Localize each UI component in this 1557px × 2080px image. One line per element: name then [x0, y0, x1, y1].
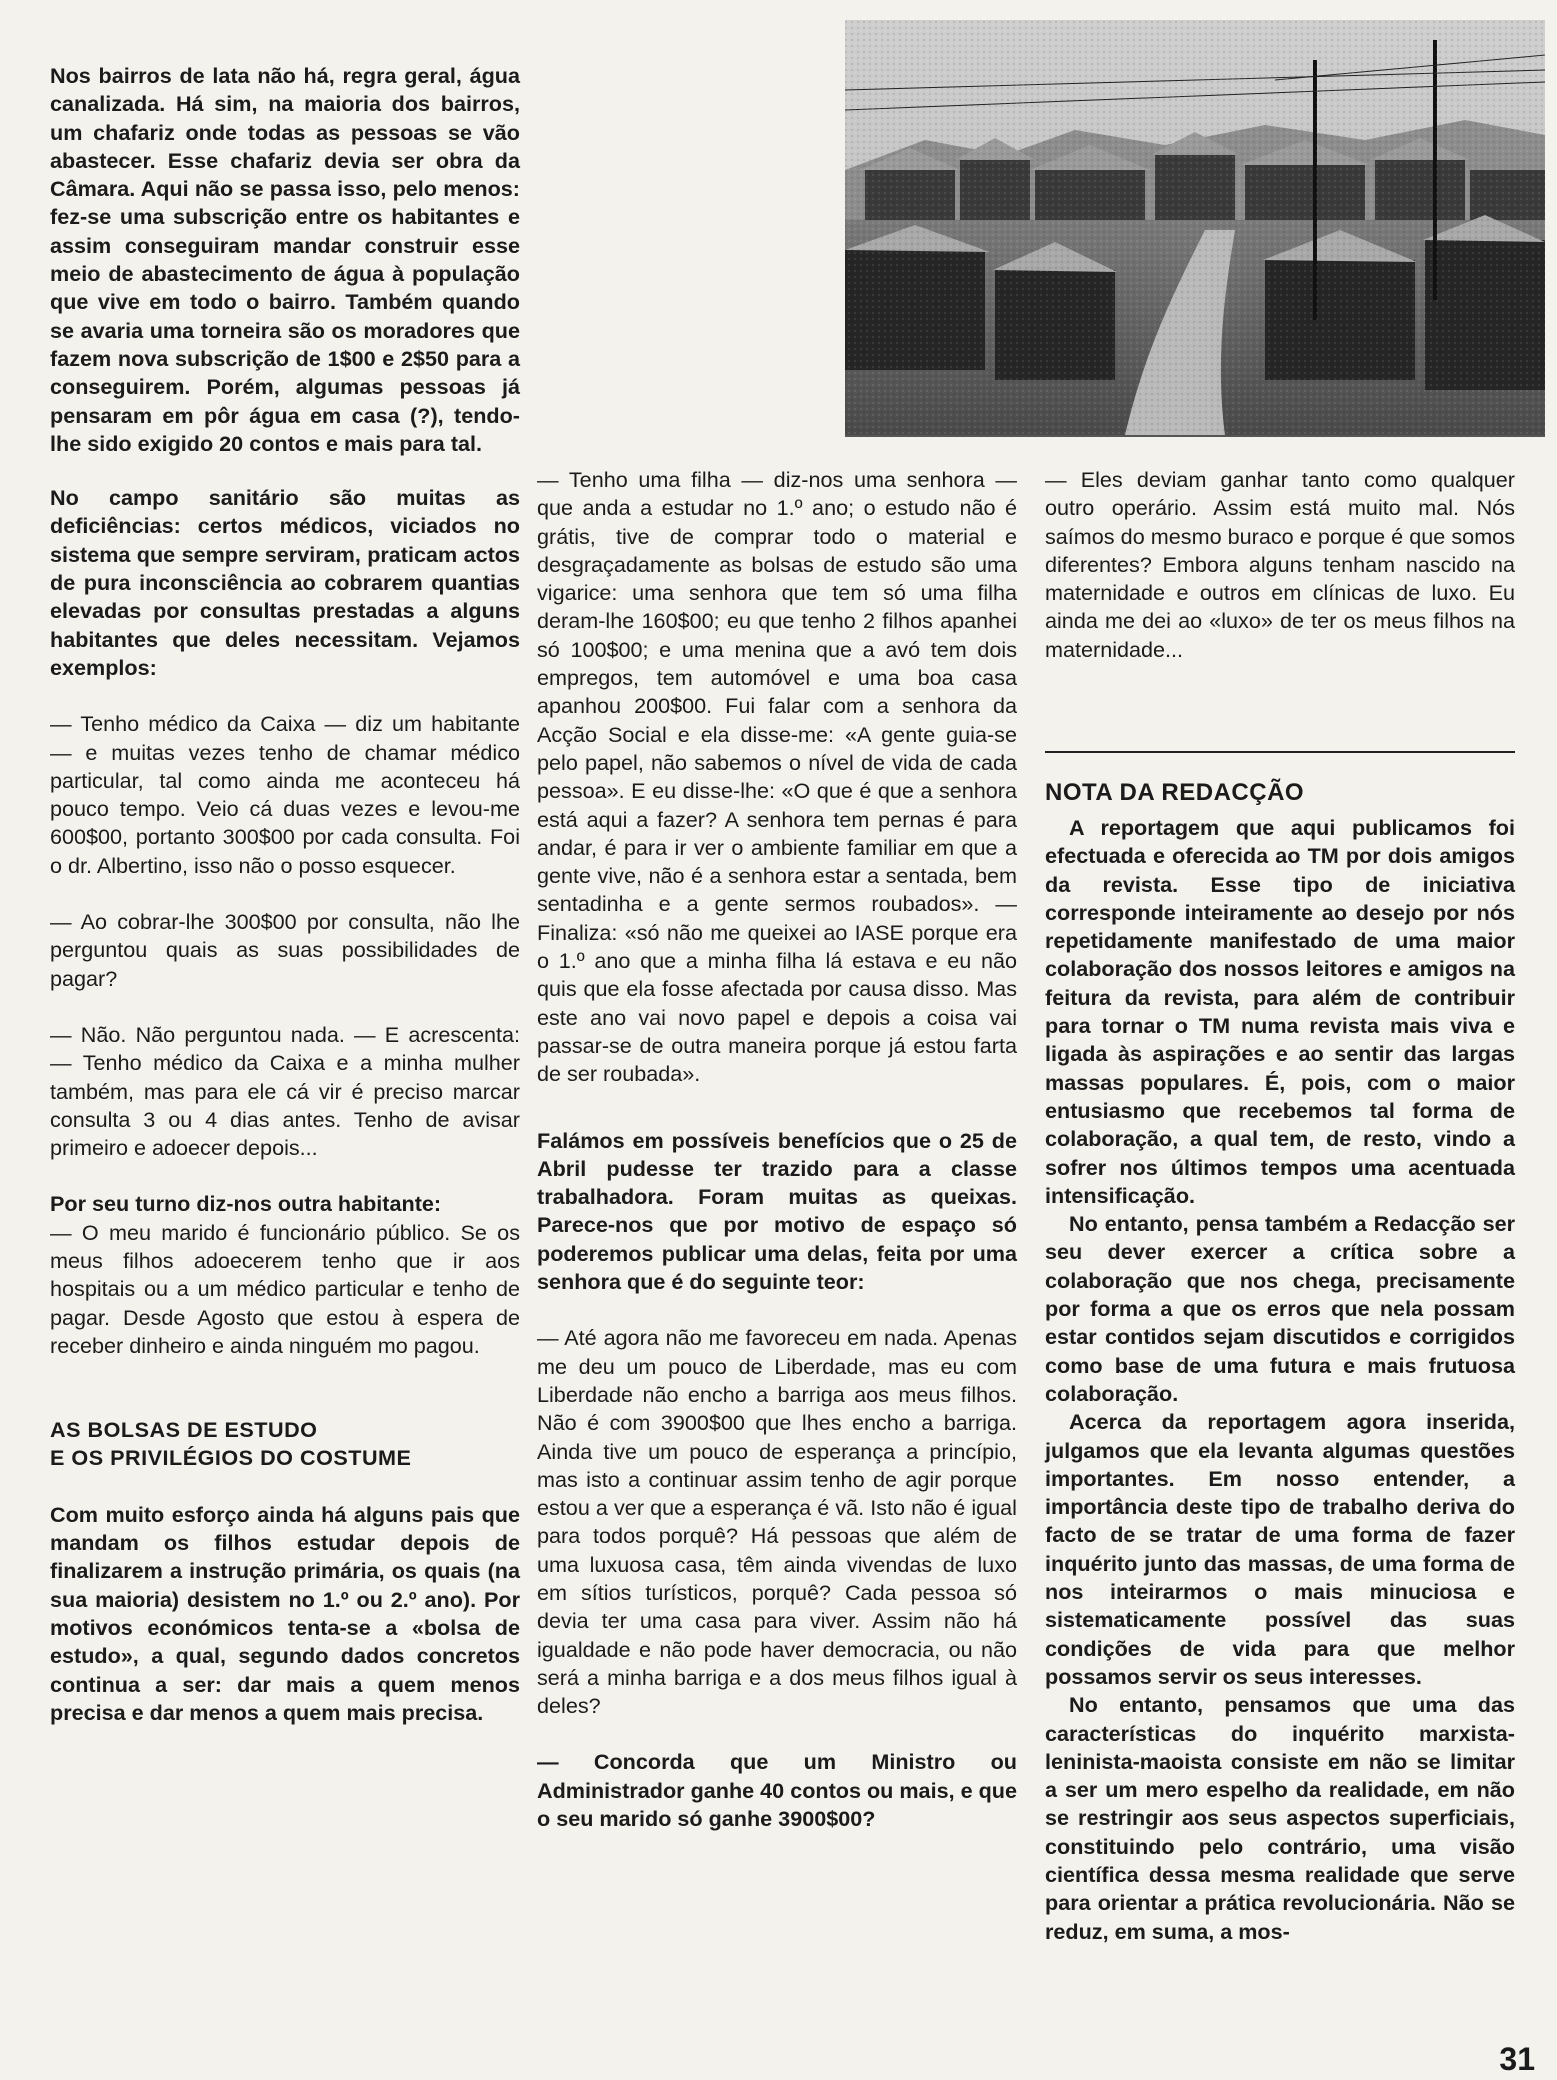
- article-column-2: [537, 466, 1017, 1833]
- paragraph: — O meu marido é funcionário público. Se os meus filhos adoecerem tenho que ir aos hospitais ou a um médico particular e tenho de pagar. Desde Agosto que estou à espera de receber dinheiro e ainda ninguém mo pagou.: [50, 1219, 520, 1358]
- paragraph: No entanto, pensa também a Redacção ser seu dever exercer a crítica sobre a colaboração que nos chega, precisamente por forma a que os erros que nela possam estar contidos sejam discutidos e corrigidos como base de uma futura e mais frutuosa colaboração.: [1045, 1211, 1515, 1406]
- divider: [1045, 751, 1515, 753]
- editorial-note: [1045, 778, 1515, 1946]
- section-heading: [50, 1416, 520, 1473]
- paragraph: Por seu turno diz-nos outra habitante:: [50, 1191, 442, 1217]
- paragraph: No campo sanitário são muitas as deficiências: certos médicos, viciados no sistema que sempre serviram, praticam actos de pura inconsciência ao cobrarem quantias elevadas por consultas prestadas a alguns habitantes que deles necessitam. Vejamos exemplos:: [50, 485, 520, 680]
- paragraph: No entanto, pensamos que uma das características do inquérito marxista-leninista-maoista consiste em não se limitar a ser um mero espelho da realidade, em não se restringir aos seus aspectos superficiais, constituindo pelo contrário, uma visão científica dessa mesma realidade que serve para orientar a prática revolucionária. Não se reduz, em suma, a mos-: [1045, 1692, 1515, 1944]
- paragraph: Falámos em possíveis benefícios que o 25 de Abril pudesse ter trazido para a classe trabalhadora. Foram muitas as queixas. Parece-nos que por motivo de espaço só poderemos publicar uma delas, feita por uma senhora que é do seguinte teor:: [537, 1127, 1017, 1295]
- paragraph: — Concorda que um Ministro ou Administrador ganhe 40 contos ou mais, e que o seu marido só ganhe 3900$00?: [537, 1749, 1017, 1832]
- paragraph: — Ao cobrar-lhe 300$00 por consulta, não lhe perguntou quais as suas possibilidades de pagar?: [50, 909, 520, 991]
- page-number: 31: [1499, 2041, 1535, 2077]
- section-heading-line-1: AS BOLSAS DE ESTUDO: [50, 1417, 318, 1443]
- paragraph: — Tenho médico da Caixa — diz um habitante — e muitas vezes tenho de chamar médico particular, tal como ainda me aconteceu há pouco tempo. Veio cá duas vezes e levou-me 600$00, portanto 300$00 por cada consulta. Foi o dr. Albertino, isso não o posso esquecer.: [50, 711, 520, 878]
- paragraph: Acerca da reportagem agora inserida, julgamos que ela levanta algumas questões importantes. Em nosso entender, a importância deste tipo de trabalho deriva do facto de se tratar de uma forma de fazer inquérito junto das massas, de uma forma de nos inteirarmos o mais minuciosa e sistematicamente possível das suas condições de vida para que melhor possamos servir os seus interesses.: [1045, 1409, 1515, 1689]
- paragraph: A reportagem que aqui publicamos foi efectuada e oferecida ao TM por dois amigos da revista. Esse tipo de iniciativa corresponde inteiramente ao desejo por nós repetidamente manifestado de uma maior colaboração dos nossos leitores e amigos na feitura da revista, para além de contribuir para tornar o TM numa revista mais viva e ligada às aspirações e ao sentir das largas massas populares. É, pois, com o maior entusiasmo que recebemos tal forma de colaboração, a qual tem, de resto, vindo a sofrer nos últimos tempos uma acentuada intensificação.: [1045, 815, 1515, 1208]
- paragraph: — Não. Não perguntou nada. — E acrescenta: — Tenho médico da Caixa e a minha mulher também, mas para ele cá vir é preciso marcar consulta 3 ou 4 dias antes. Tenho de avisar primeiro e adoecer depois...: [50, 1021, 520, 1161]
- editorial-note-title: NOTA DA REDACÇÃO: [1045, 779, 1305, 806]
- paragraph: Nos bairros de lata não há, regra geral, água canalizada. Há sim, na maioria dos bairros, um chafariz onde todas as pessoas se vão abastecer. Esse chafariz devia ser obra da Câmara. Aqui não se passa isso, pelo menos: fez-se uma subscrição entre os habitantes e assim conseguiram mandar construir esse meio de abastecimento de água à população que vive em todo o bairro. Também quando se avaria uma torneira são os moradores que fazem nova subscrição de 1$00 e 2$50 para a conseguirem. Porém, algumas pessoas já pensaram em pôr água em casa (?), tendo-lhe sido exigido 20 contos e mais para tal.: [50, 63, 520, 456]
- shantytown-photo: [845, 20, 1545, 437]
- paragraph: — Até agora não me favoreceu em nada. Apenas me deu um pouco de Liberdade, mas eu com Liberdade não encho a barriga aos meus filhos. Não é com 3900$00 que lhes encho a barriga. Ainda tive um pouco de esperança a princípio, mas isto a continuar assim tenho de agir porque estou a ver que a esperança é vã. Isto não é igual para todos porquê? Há pessoas que além de uma luxuosa casa, têm ainda vivendas de luxo em sítios turísticos, porquê? Cada pessoa só devia ter uma casa para viver. Assim não há igualdade e não pode haver democracia, ou não será a minha barriga e a dos meus filhos igual à deles?: [537, 1325, 1017, 1719]
- paragraph: — Tenho uma filha — diz-nos uma senhora — que anda a estudar no 1.º ano; o estudo não é grátis, tive de comprar todo o material e desgraçadamente as bolsas de estudo são uma vigarice: uma senhora que tem só uma filha deram-lhe 160$00; eu que tenho 2 filhos apanhei só 100$00; e uma menina que a avó tem dois empregos, tem automóvel e uma boa casa apanhou 200$00. Fui falar com a senhora da Acção Social e ela disse-me: «A gente guia-se pelo papel, não sabemos o nível de vida de cada pessoa». E eu disse-lhe: «O que é que a senhora está aqui a fazer? A senhora tem pernas é para andar, é para ir ver o ambiente familiar em que a gente vive, não é a senhora estar a sentada, bem sentadinha e a gente sermos roubados». — Finaliza: «só não me queixei ao IASE porque era o 1.º ano que a minha filha lá estava e eu não quis que ela fosse afectada por causa disso. Mas este ano vai novo papel e depois a coisa vai passar-se de outra maneira porque já estou farta de ser roubada».: [537, 467, 1017, 1087]
- article-column-3: [1045, 466, 1515, 664]
- paragraph: — Eles deviam ganhar tanto como qualquer outro operário. Assim está muito mal. Nós saímos do mesmo buraco e porque é que somos diferentes? Embora alguns tenham nascido na maternidade e outros em clínicas de luxo. Eu ainda me dei ao «luxo» de ter os meus filhos na maternidade...: [1045, 467, 1515, 662]
- section-heading-line-2: E OS PRIVILÉGIOS DO COSTUME: [50, 1445, 412, 1471]
- paragraph: Com muito esforço ainda há alguns pais que mandam os filhos estudar depois de finalizarem a instrução primária, os quais (na sua maioria) desistem no 1.º ou 2.º ano). Por motivos económicos tenta-se a «bolsa de estudo», a qual, segundo dados concretos continua a ser: dar mais a quem menos precisa e dar menos a quem mais precisa.: [50, 1501, 520, 1725]
- article-column-1: [50, 62, 520, 1727]
